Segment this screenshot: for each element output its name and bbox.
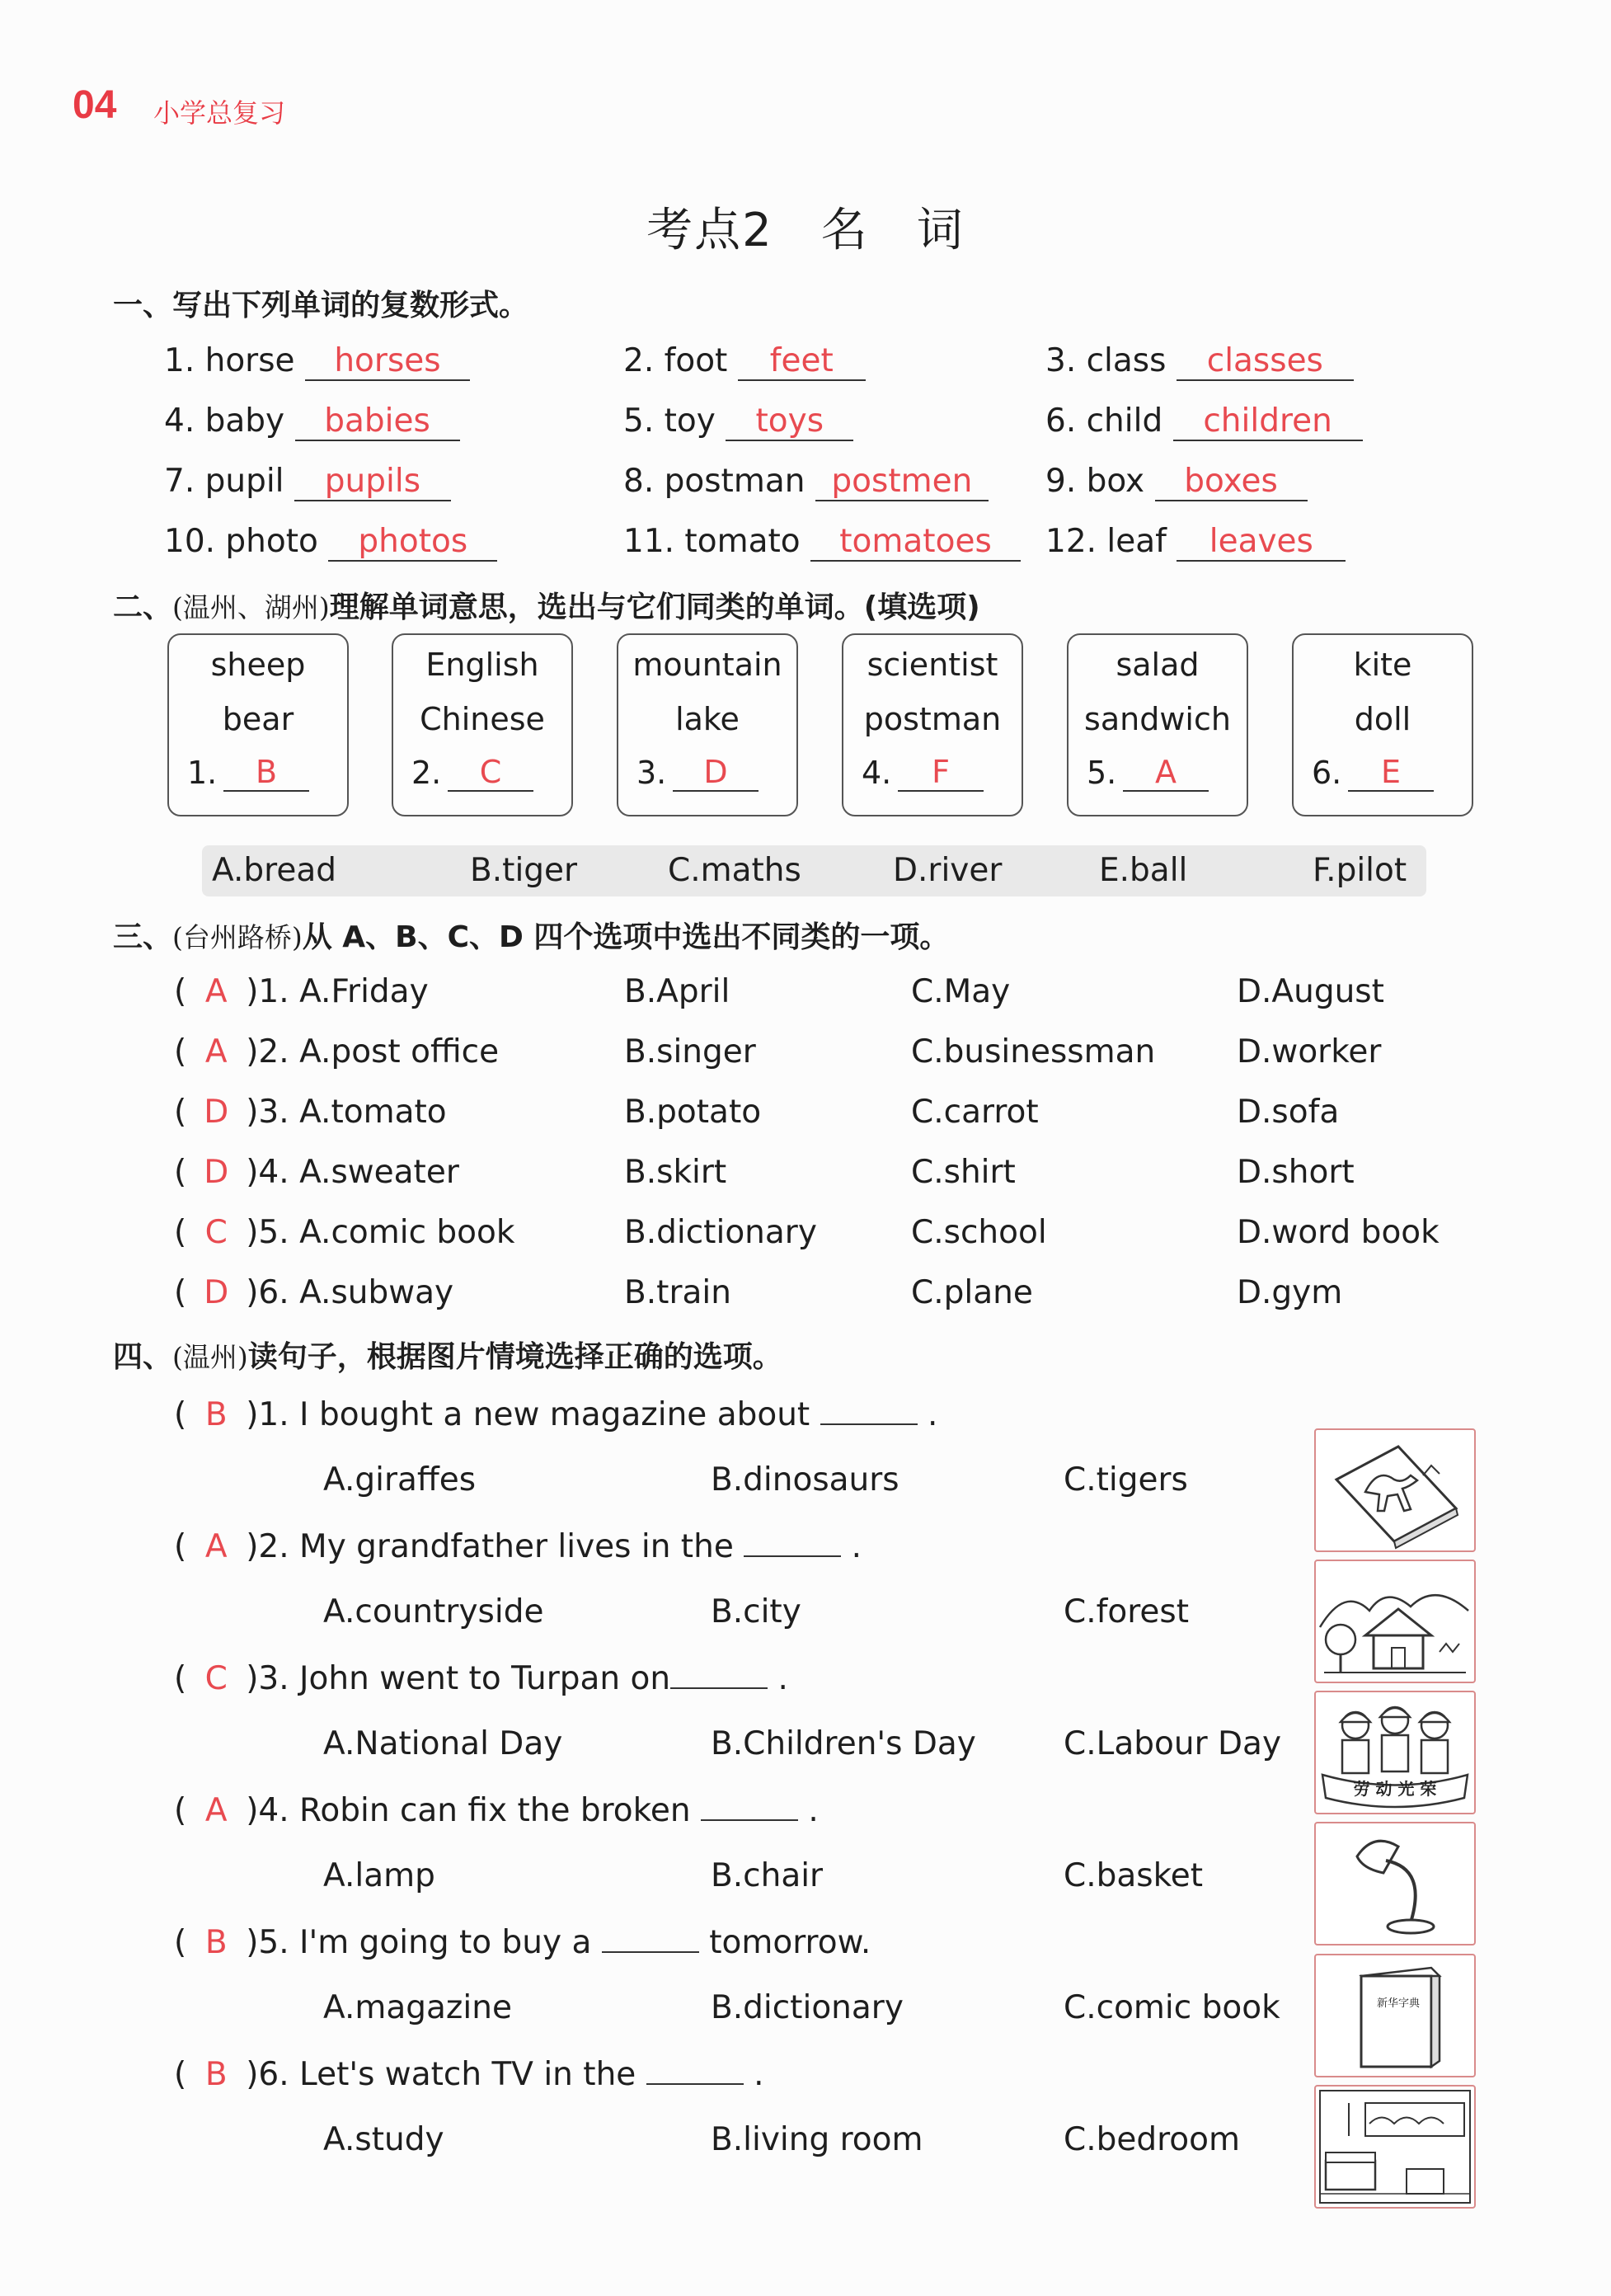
s4-q4-option-b: B.chair [711, 1857, 824, 1894]
option-d: D.river [893, 852, 1003, 889]
s4-q2-option-c: C.forest [1064, 1593, 1190, 1630]
section3-heading: 三、(台州路桥)从 A、B、C、D 四个选项中选出不同类的一项。 [113, 920, 950, 954]
s1-item-5: 5. toy toys [623, 402, 853, 441]
s1-answer-7[interactable]: pupils [294, 463, 451, 501]
s4-q3-option-a: A.National Day [323, 1725, 563, 1762]
option-e: E.ball [1099, 852, 1188, 889]
s4-answer-5[interactable]: B [204, 1924, 228, 1961]
s1-item-2: 2. foot feet [623, 342, 866, 381]
s3-row-6-c: C.plane [911, 1274, 1033, 1311]
book-title: 小学总复习 [153, 97, 286, 129]
countryside-picture [1314, 1560, 1476, 1683]
dinosaur-book-picture [1314, 1428, 1476, 1552]
dinosaur-book-icon [1316, 1430, 1474, 1550]
word-box-3: mountain lake 3. D [617, 633, 798, 816]
s4-answer-2[interactable]: A [204, 1528, 228, 1565]
s4-question-6: ( B )6. Let's watch TV in the . [174, 2056, 764, 2093]
option-b: B.tiger [470, 852, 578, 889]
s3-answer-4[interactable]: D [204, 1154, 229, 1191]
s4-q3-option-b: B.Children's Day [711, 1725, 976, 1762]
s1-item-1: 1. horse horses [164, 342, 470, 381]
s4-q4-option-a: A.lamp [323, 1857, 435, 1894]
s3-row-3-c: C.carrot [911, 1094, 1039, 1131]
s3-row-2-c: C.businessman [911, 1033, 1156, 1070]
s4-q4-option-c: C.basket [1064, 1857, 1204, 1894]
page-number: 04 [73, 83, 117, 127]
box-answer-6[interactable]: E [1348, 754, 1434, 792]
s4-q6-option-a: A.study [323, 2121, 444, 2158]
s3-row-1-c: C.May [911, 973, 1011, 1010]
s4-question-5: ( B )5. I'm going to buy a tomorrow. [174, 1924, 871, 1961]
s3-row-6: ( D )6. A.subway [174, 1274, 454, 1311]
s3-row-5-c: C.school [911, 1214, 1047, 1251]
section1-heading: 一、写出下列单词的复数形式。 [113, 289, 529, 322]
s1-answer-12[interactable]: leaves [1177, 523, 1346, 562]
s3-answer-6[interactable]: D [204, 1274, 229, 1311]
s4-q5-option-b: B.dictionary [711, 1989, 904, 2026]
s4-question-4: ( A )4. Robin can fix the broken . [174, 1792, 819, 1829]
word-box-1: sheep bear 1. B [167, 633, 349, 816]
s4-q5-option-c: C.comic book [1064, 1989, 1280, 2026]
s3-row-3-d: D.sofa [1237, 1094, 1340, 1131]
living-room-picture [1314, 2085, 1476, 2209]
s4-q1-option-a: A.giraffes [323, 1461, 477, 1499]
dictionary-picture [1314, 1954, 1476, 2077]
s4-q2-option-b: B.city [711, 1593, 801, 1630]
living-room-icon [1316, 2087, 1474, 2207]
word-box-2: English Chinese 2. C [392, 633, 573, 816]
box-answer-2[interactable]: C [448, 754, 533, 792]
s1-answer-6[interactable]: children [1173, 402, 1363, 441]
s3-answer-5[interactable]: C [204, 1214, 228, 1251]
s1-answer-8[interactable]: postmen [815, 463, 989, 501]
box-answer-5[interactable]: A [1123, 754, 1209, 792]
s1-item-3: 3. class classes [1045, 342, 1354, 381]
s4-answer-6[interactable]: B [204, 2056, 228, 2093]
s3-row-5-d: D.word book [1237, 1214, 1440, 1251]
dictionary-icon [1316, 1955, 1474, 2076]
word-box-4: scientist postman 4. F [842, 633, 1023, 816]
s1-item-10: 10. photo photos [164, 523, 497, 562]
s3-row-1: ( A )1. A.Friday [174, 973, 429, 1010]
box-answer-4[interactable]: F [898, 754, 984, 792]
s1-item-12: 12. leaf leaves [1045, 523, 1346, 562]
s1-answer-5[interactable]: toys [726, 402, 853, 441]
s1-answer-10[interactable]: photos [328, 523, 497, 562]
lamp-icon [1316, 1823, 1474, 1944]
box-answer-3[interactable]: D [673, 754, 759, 792]
s3-answer-3[interactable]: D [204, 1094, 229, 1131]
s4-answer-1[interactable]: B [204, 1396, 228, 1433]
s1-item-7: 7. pupil pupils [164, 463, 451, 501]
s3-row-1-b: B.April [624, 973, 730, 1010]
s3-row-2-b: B.singer [624, 1033, 756, 1070]
s4-question-2: ( A )2. My grandfather lives in the . [174, 1528, 862, 1565]
s4-blank-4[interactable] [701, 1795, 798, 1821]
section2-heading: 二、(温州、湖州)理解单词意思，选出与它们同类的单词。(填选项) [113, 590, 980, 624]
option-a: A.bread [212, 852, 336, 889]
countryside-house-icon [1316, 1561, 1474, 1682]
s4-q6-option-b: B.living room [711, 2121, 923, 2158]
options-band [202, 845, 1426, 896]
word-box-6: kite doll 6. E [1292, 633, 1473, 816]
s4-blank-5[interactable] [602, 1927, 699, 1953]
section4-heading: 四、(温州)读句子，根据图片情境选择正确的选项。 [113, 1340, 782, 1374]
word-box-5: salad sandwich 5. A [1067, 633, 1248, 816]
s3-answer-2[interactable]: A [204, 1033, 228, 1070]
s4-blank-1[interactable] [820, 1399, 918, 1425]
s4-blank-2[interactable] [744, 1531, 841, 1557]
s3-row-3-b: B.potato [624, 1094, 762, 1131]
s3-row-3: ( D )3. A.tomato [174, 1094, 447, 1131]
s1-item-11: 11. tomato tomatoes [623, 523, 1021, 562]
s3-row-4: ( D )4. A.sweater [174, 1154, 459, 1191]
s4-blank-6[interactable] [646, 2058, 744, 2085]
s4-q5-option-a: A.magazine [323, 1989, 512, 2026]
s3-row-4-b: B.skirt [624, 1154, 727, 1191]
s1-item-8: 8. postman postmen [623, 463, 989, 501]
dictionary-label-text: 新华字典 [1376, 1997, 1421, 2010]
s4-question-3: ( C )3. John went to Turpan on . [174, 1660, 788, 1697]
s1-item-4: 4. baby babies [164, 402, 460, 441]
lamp-picture [1314, 1822, 1476, 1945]
s1-item-9: 9. box boxes [1045, 463, 1308, 501]
s3-row-6-b: B.train [624, 1274, 731, 1311]
s3-row-2: ( A )2. A.post office [174, 1033, 500, 1070]
s3-answer-1[interactable]: A [204, 973, 228, 1010]
s1-answer-11[interactable]: tomatoes [810, 523, 1021, 562]
s4-q2-option-a: A.countryside [323, 1593, 544, 1630]
s3-row-1-d: D.August [1237, 973, 1384, 1010]
s3-row-4-c: C.shirt [911, 1154, 1016, 1191]
s3-row-5: ( C )5. A.comic book [174, 1214, 515, 1251]
s4-answer-3[interactable]: C [204, 1660, 228, 1697]
s1-answer-3[interactable]: classes [1177, 342, 1354, 381]
s3-row-2-d: D.worker [1237, 1033, 1382, 1070]
s3-row-5-b: B.dictionary [624, 1214, 817, 1251]
s4-answer-4[interactable]: A [204, 1792, 228, 1829]
labour-day-picture [1314, 1691, 1476, 1814]
option-f: F.pilot [1313, 852, 1407, 889]
s1-answer-4[interactable]: babies [295, 402, 460, 441]
option-c: C.maths [668, 852, 801, 889]
s4-q1-option-b: B.dinosaurs [711, 1461, 899, 1499]
s1-answer-9[interactable]: boxes [1155, 463, 1308, 501]
s1-answer-1[interactable]: horses [305, 342, 470, 381]
s3-row-6-d: D.gym [1237, 1274, 1343, 1311]
s4-blank-3[interactable] [670, 1663, 768, 1689]
s4-q3-option-c: C.Labour Day [1064, 1725, 1282, 1762]
s3-row-4-d: D.short [1237, 1154, 1355, 1191]
s4-question-1: ( B )1. I bought a new magazine about . [174, 1396, 938, 1433]
s1-answer-2[interactable]: feet [738, 342, 866, 381]
page-title: 考点2 名 词 [646, 204, 965, 257]
labour-banner-text: 劳 动 光 荣 [1353, 1779, 1437, 1799]
box-answer-1[interactable]: B [223, 754, 309, 792]
s1-item-6: 6. child children [1045, 402, 1363, 441]
s4-q1-option-c: C.tigers [1064, 1461, 1188, 1499]
s4-q6-option-c: C.bedroom [1064, 2121, 1241, 2158]
workers-icon [1316, 1692, 1474, 1813]
